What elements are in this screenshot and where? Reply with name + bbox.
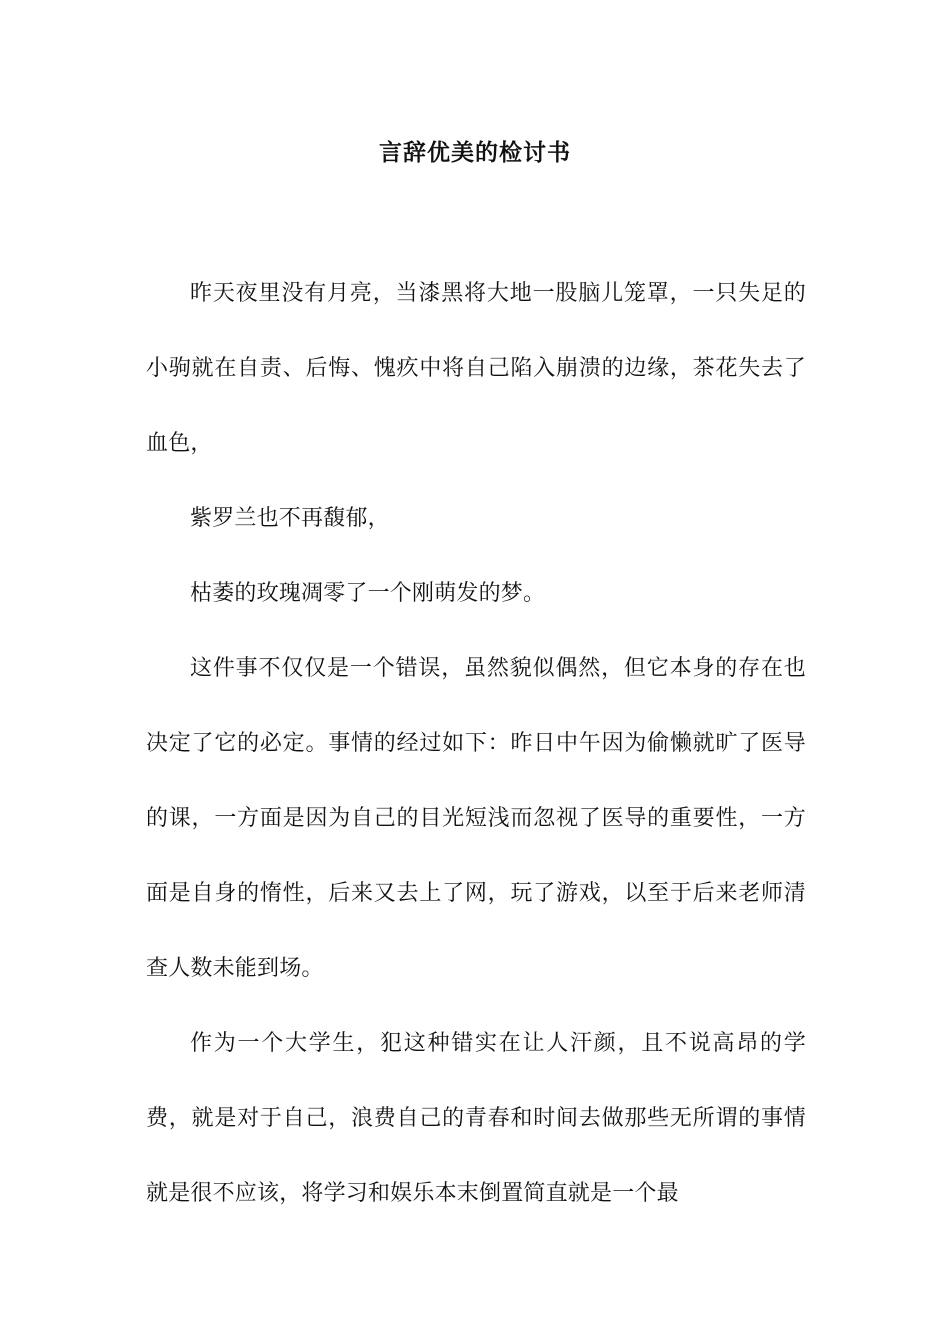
paragraph-4: 这件事不仅仅是一个错误，虽然貌似偶然，但它本身的存在也决定了它的必定。事情的经过如下：昨日中午因为偷懒就旷了医导的课，一方面是因为自己的目光短浅而忽视了医导的重要性，一方面是自身的惰性，后来又去上了网，玩了游戏，以至于后来老师清查人数未能到场。 <box>146 656 806 981</box>
document-title: 言辞优美的检讨书 <box>379 139 571 166</box>
document-body <box>146 256 806 1231</box>
paragraph-1: 昨天夜里没有月亮，当漆黑将大地一股脑儿笼罩，一只失足的小驹就在自责、后悔、愧疚中将自己陷入崩溃的边缘，茶花失去了血色， <box>146 281 806 456</box>
paragraph-2: 紫罗兰也不再馥郁， <box>190 506 390 531</box>
paragraph-5: 作为一个大学生，犯这种错实在让人汗颜，且不说高昂的学费，就是对于自己，浪费自己的青春和时间去做那些无所谓的事情就是很不应该，将学习和娱乐本末倒置简直就是一个最 <box>146 1031 806 1206</box>
paragraph-3: 枯萎的玫瑰凋零了一个刚萌发的梦。 <box>190 581 546 606</box>
